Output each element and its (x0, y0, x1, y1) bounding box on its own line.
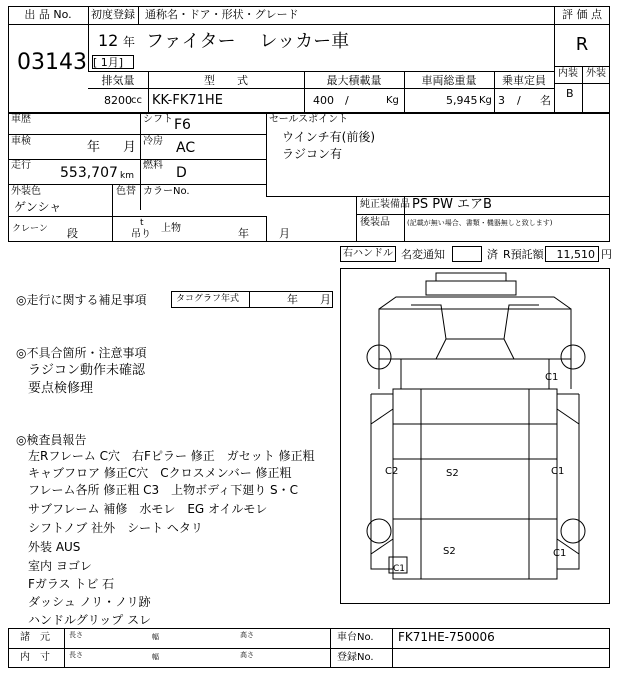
shift-label: シフト (143, 114, 173, 125)
crane-label: クレーン (12, 224, 48, 234)
crane-ton-unit: t (140, 218, 144, 228)
defects-title: ◎不具合箇所・注意事項 (16, 346, 147, 360)
report-line-10: ハンドルグリップ スレ (28, 613, 152, 627)
mileage-label: 走行 (11, 160, 31, 171)
genuine-equipment: PS PW エアB (412, 197, 492, 212)
sales-point-2: ラジコン有 (282, 147, 343, 161)
history-label: 車歴 (11, 114, 31, 125)
mark-s2-rear: S2 (443, 546, 456, 557)
mark-s2-center: S2 (446, 468, 459, 479)
color-code-label: カラーNo. (143, 186, 190, 197)
inspection-label: 車検 (11, 136, 31, 147)
upper-year-unit: 年 (238, 227, 249, 240)
inner-dim-label: 内 寸 (20, 652, 50, 663)
aftermarket-label: 後装品 (360, 217, 390, 228)
capacity-slash: / (517, 94, 521, 107)
mark-c1-front: C1 (545, 372, 559, 383)
spec-label: 諸 元 (20, 632, 50, 643)
yen-unit: 円 (601, 248, 612, 261)
capacity-label: 乗車定員 (502, 74, 546, 87)
overall-grade: R (575, 34, 589, 55)
report-line-6: 外装 AUS (28, 540, 81, 554)
damage-diagram (340, 268, 610, 604)
mark-c1-rear-right: C1 (553, 548, 567, 559)
fuel-label: 燃料 (143, 160, 163, 171)
vehicle-name-label: 通称名・ドア・形状・グレード (145, 8, 299, 21)
mark-c1-right: C1 (551, 466, 565, 477)
mileage: 553,707 (60, 165, 118, 181)
rhd-flag: 右ハンドル (343, 248, 393, 259)
mileage-unit: km (120, 171, 134, 181)
inner-length-label: 長さ (69, 651, 83, 659)
sales-point-label: セールスポイント (269, 114, 349, 125)
report-line-1: 左Rフレーム C穴 右Fピラー 修正 ガセット 修正粗 (28, 449, 315, 463)
displacement-label: 排気量 (101, 74, 135, 87)
chassis-no-label: 車台No. (337, 632, 374, 643)
spec-height-label: 高さ (240, 631, 254, 639)
interior-grade-label: 内装 (558, 68, 578, 79)
driving-notes-title: ◎走行に関する補足事項 (16, 293, 147, 307)
defect-1: ラジコン動作未確認 (28, 363, 146, 378)
report-line-8: Fガラス トビ 石 (28, 577, 115, 591)
tachograph-label: タコグラフ年式 (176, 294, 240, 304)
lot-no-label: 出 品 No. (24, 8, 72, 21)
tachograph-month-unit: 月 (320, 293, 331, 306)
inspection-year-unit: 年 (87, 140, 101, 155)
inspection-month-unit: 月 (123, 140, 137, 155)
mark-c1-rear-box: C1 (393, 564, 406, 574)
reg-no-label: 登録No. (337, 652, 374, 663)
report-line-7: 室内 ヨゴレ (28, 559, 92, 573)
spec-width-label: 幅 (152, 633, 159, 641)
chassis-no: FK71HE-750006 (398, 630, 495, 644)
exterior-color-label: 外装色 (11, 186, 41, 197)
report-line-9: ダッシュ ノリ・ノリ跡 (28, 595, 151, 609)
color-change-label: 色替 (116, 186, 136, 197)
genuine-equipment-label: 純正装備品 (360, 199, 410, 210)
recycle-done: 済 (487, 248, 498, 261)
model-code: KK-FK71HE (152, 93, 223, 108)
recycle-deposit-label: R預託額 (503, 248, 544, 261)
year-unit: 年 (123, 35, 136, 49)
aftermarket-note: (記載が無い場合、書類・機器無しと致します) (407, 219, 553, 227)
crane-lift-unit: 吊り (131, 229, 151, 240)
upper-month-unit: 月 (279, 227, 290, 240)
capacity: 3 (498, 94, 505, 107)
max-load-unit: Kg (386, 95, 399, 106)
max-load-label: 最大積載量 (326, 74, 382, 87)
capacity-unit: 名 (540, 94, 551, 107)
exterior-grade-label: 外装 (586, 68, 606, 79)
recycle-amount: 11,510 (556, 248, 595, 261)
defect-2: 要点検修理 (28, 381, 94, 396)
ac-value: AC (176, 140, 196, 156)
grade-label: 評 価 点 (562, 8, 602, 21)
max-load: 400 (313, 94, 334, 107)
name-change-label: 名変通知 (401, 248, 445, 261)
cc-unit: cc (131, 95, 142, 106)
first-reg-year: 12 (98, 31, 119, 50)
vehicle-name: ファイター レッカー車 (146, 31, 350, 52)
gross-weight-unit: Kg (479, 95, 492, 106)
interior-grade: B (566, 87, 574, 100)
gross-weight: 5,945 (446, 94, 478, 107)
first-reg-month: [ 1月] (93, 56, 124, 69)
spec-length-label: 長さ (69, 631, 83, 639)
fuel-value: D (176, 165, 187, 181)
max-load-slash: / (345, 94, 349, 107)
sales-point-1: ウインチ有(前後) (282, 130, 376, 144)
name-change-box (452, 246, 482, 262)
inner-width-label: 幅 (152, 653, 159, 661)
displacement: 8200 (104, 94, 132, 107)
model-label: 型 式 (204, 74, 248, 87)
report-line-2: キャブフロア 修正C穴 Cクロスメンバー 修正粗 (28, 466, 292, 480)
tachograph-year-unit: 年 (287, 293, 298, 306)
inspector-report-title: ◎検査員報告 (16, 433, 87, 447)
report-line-3: フレーム各所 修正粗 C3 上物ボディ下廻り S・C (28, 483, 299, 497)
gross-weight-label: 車両総重量 (421, 74, 477, 87)
mark-c2-left: C2 (385, 466, 399, 477)
exterior-color: ゲンシャ (14, 200, 62, 214)
report-line-5: シフトノブ 社外 シート ヘタリ (28, 521, 203, 535)
lot-no: 03143 (17, 50, 87, 75)
ac-label: 冷房 (143, 136, 163, 147)
truck-outline-icon (341, 269, 609, 603)
upper-body-label: 上物 (161, 223, 181, 234)
shift-value: F6 (174, 117, 191, 133)
crane-stage-unit: 段 (67, 227, 78, 240)
inner-height-label: 高さ (240, 651, 254, 659)
first-reg-label: 初度登録 (91, 8, 135, 21)
report-line-4: サブフレーム 補修 水モレ EG オイルモレ (28, 502, 268, 516)
